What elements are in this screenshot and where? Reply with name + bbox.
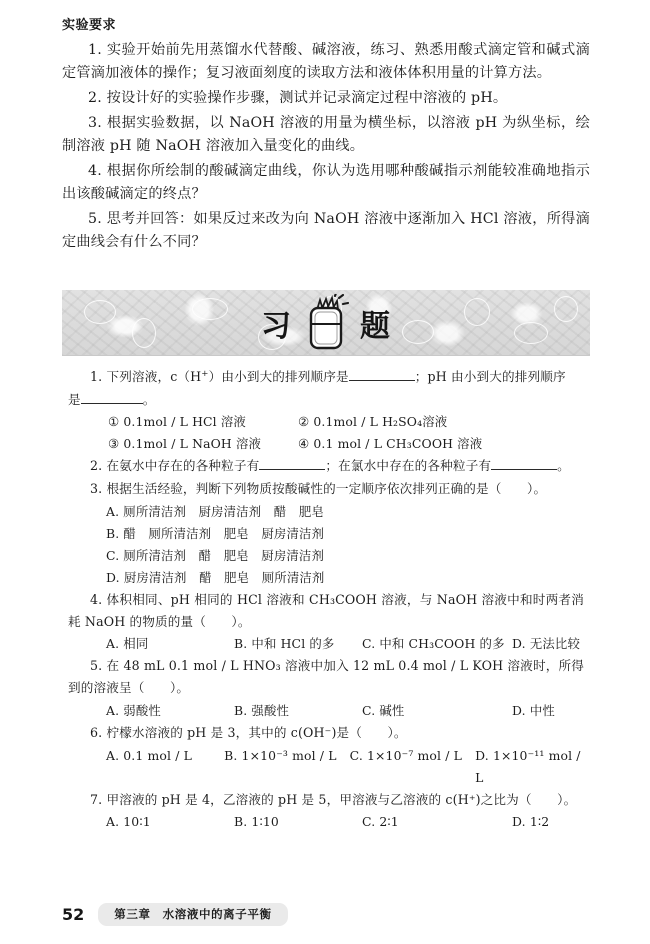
- page-footer: [62, 903, 288, 926]
- option-item[interactable]: B. 强酸性: [234, 702, 290, 718]
- exercises-title-left: 习: [261, 309, 292, 344]
- option-item[interactable]: A. 0.1 mol / L: [106, 747, 193, 763]
- question-1-superscript: +: [201, 368, 209, 379]
- exercises-banner: [62, 290, 590, 356]
- question-1-options-row: [68, 433, 584, 455]
- question-2-text-a: 2. 在氨水中存在的各种粒子有: [90, 458, 260, 474]
- question-3-options: [68, 501, 584, 589]
- option-item[interactable]: C. 1×10⁻⁷ mol / L: [349, 747, 463, 763]
- requirement-item: 5. 思考并回答：如果反过来改为向 NaOH 溶液中逐渐加入 HCl 溶液，所得滴定曲线会有什么不同？: [62, 211, 590, 250]
- requirement-item: 3. 根据实验数据，以 NaOH 溶液的用量为横坐标，以溶液 pH 为纵坐标，绘制溶液 pH 随 NaOH 溶液加入量变化的曲线。: [62, 115, 590, 154]
- option-item[interactable]: B. 醋 厕所清洁剂 肥皂 厨房清洁剂: [106, 525, 325, 541]
- question-1-text-e: 。: [142, 391, 156, 407]
- question-1-text-b: ）由小到大的排列顺序是: [208, 369, 349, 384]
- question-4: 4. 体积相同、pH 相同的 HCl 溶液和 CH₃COOH 溶液，与 NaOH 溶液中和时两者消耗 NaOH 的物质的量（ ）。: [68, 592, 584, 629]
- option-item[interactable]: C. 中和 CH₃COOH 的多: [362, 636, 505, 652]
- section-heading: 实验要求: [62, 18, 117, 33]
- question-4-options-row: [68, 633, 584, 655]
- experiment-requirements-section: [62, 14, 590, 256]
- option-item[interactable]: A. 相同: [106, 636, 149, 652]
- option-item[interactable]: C. 碱性: [362, 702, 405, 718]
- option-item[interactable]: C. 厕所清洁剂 醋 肥皂 厨房清洁剂: [106, 547, 325, 563]
- question-2-text-c: 。: [557, 458, 570, 474]
- question-1-options-row: [68, 411, 584, 433]
- question-3: 3. 根据生活经验，判断下列物质按酸碱性的一定顺序依次排列正确的是（ ）。: [90, 481, 547, 497]
- page-number: 52: [62, 905, 85, 924]
- question-5-options-row: [68, 700, 584, 722]
- exercises-body: [62, 356, 590, 833]
- option-item[interactable]: C. 2∶1: [362, 814, 399, 830]
- option-item[interactable]: ② 0.1mol / L H₂SO₄溶液: [298, 414, 448, 430]
- pencil-cup-icon: [302, 294, 350, 352]
- requirement-item: 1. 实验开始前先用蒸馏水代替酸、碱溶液，练习、熟悉用酸式滴定管和碱式滴定管滴加液体的操作；复习液面刻度的读取方法和液体体积用量的计算方法。: [62, 42, 590, 81]
- question-7-options-row: [68, 811, 584, 833]
- question-5: 5. 在 48 mL 0.1 mol / L HNO₃ 溶液中加入 12 mL 0.4 mol / L KOH 溶液时，所得到的溶液呈（ ）。: [68, 658, 584, 696]
- exercises-title-right: 题: [360, 309, 391, 344]
- exercises-section: [62, 290, 590, 833]
- option-item[interactable]: D. 1×10⁻¹¹ mol / L: [475, 747, 581, 785]
- option-item[interactable]: A. 弱酸性: [106, 702, 161, 718]
- question-6-options-row: [68, 745, 584, 789]
- chapter-title: 第三章 水溶液中的离子平衡: [98, 903, 287, 926]
- question-1: [68, 366, 584, 388]
- question-2: [68, 455, 584, 477]
- option-item[interactable]: D. 厨房清洁剂 醋 肥皂 厕所清洁剂: [106, 570, 325, 586]
- option-item[interactable]: ① 0.1mol / L HCl 溶液: [108, 414, 246, 430]
- answer-blank[interactable]: [81, 403, 143, 404]
- option-item[interactable]: B. 1×10⁻³ mol / L: [224, 747, 337, 763]
- question-1-text-a: 1. 下列溶液，c（H: [90, 369, 202, 384]
- question-2-text-b: ；在氯水中存在的各种粒子有: [325, 458, 492, 474]
- option-item[interactable]: A. 厕所清洁剂 厨房清洁剂 醋 肥皂: [106, 503, 324, 519]
- question-1-line2: [68, 389, 584, 411]
- question-6: 6. 柠檬水溶液的 pH 是 3，其中的 c(OH⁻)是（ ）。: [90, 724, 407, 740]
- answer-blank[interactable]: [491, 469, 557, 470]
- option-item[interactable]: D. 1∶2: [512, 814, 550, 830]
- requirement-item: 4. 根据你所绘制的酸碱滴定曲线，你认为选用哪种酸碱指示剂能较准确地指示出该酸碱滴定的终点？: [62, 163, 590, 202]
- option-item[interactable]: ③ 0.1mol / L NaOH 溶液: [108, 436, 262, 452]
- option-item[interactable]: B. 中和 HCl 的多: [234, 636, 335, 652]
- question-1-text-c: ；pH 由小到大的排列顺序: [414, 369, 566, 384]
- answer-blank[interactable]: [349, 380, 415, 381]
- option-item[interactable]: D. 中性: [512, 702, 555, 718]
- option-item[interactable]: B. 1∶10: [234, 814, 279, 830]
- option-item[interactable]: ④ 0.1 mol / L CH₃COOH 溶液: [298, 436, 483, 452]
- option-item[interactable]: A. 10∶1: [106, 814, 151, 830]
- answer-blank[interactable]: [259, 469, 325, 470]
- requirement-item: 2. 按设计好的实验操作步骤，测试并记录滴定过程中溶液的 pH。: [88, 90, 508, 106]
- question-7: 7. 甲溶液的 pH 是 4，乙溶液的 pH 是 5，甲溶液与乙溶液的 c(H⁺)之比为（ ）。: [90, 791, 577, 807]
- question-1-text-d: 是: [68, 391, 81, 407]
- option-item[interactable]: D. 无法比较: [512, 636, 580, 652]
